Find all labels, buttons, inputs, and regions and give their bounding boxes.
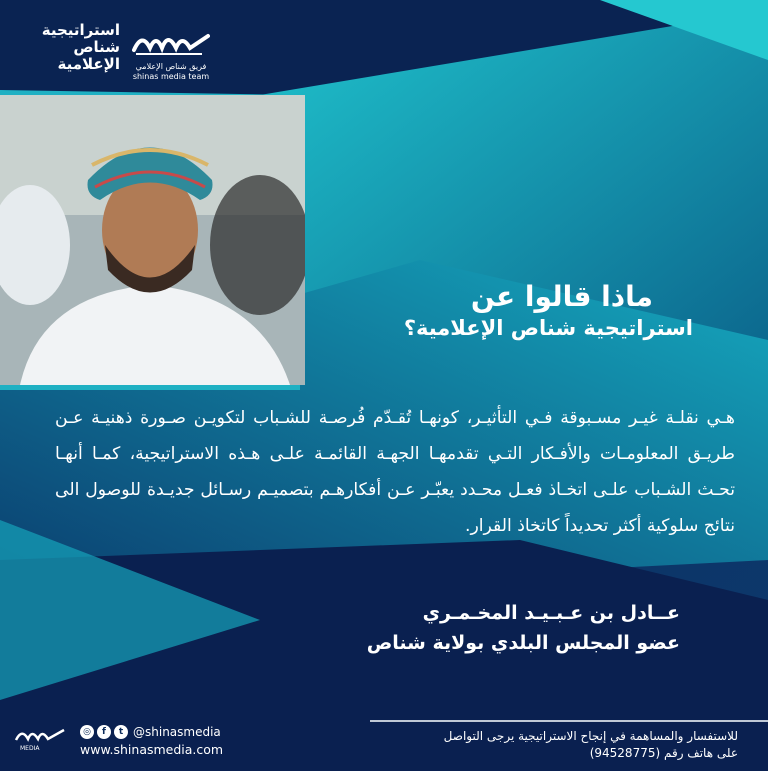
portrait-photo [0, 95, 305, 385]
brand-logo [40, 22, 210, 92]
facebook-icon[interactable]: f [97, 725, 111, 739]
footer-logo-word: MEDIA [20, 745, 40, 752]
quote-signature [320, 598, 680, 658]
logo-subtitle-en: shinas media team [132, 72, 210, 81]
logo-arabic-text: استراتيجية شناص الإعلامية [41, 21, 120, 73]
author-role: عضو المجلس البلدي بولاية شناص [366, 632, 680, 654]
instagram-icon[interactable]: ◎ [80, 725, 94, 739]
logo-subtitle-ar: فريق شناص الإعلامي [135, 62, 207, 71]
footer-contact [398, 728, 738, 762]
contact-line-2: على هاتف رقم (94528775) [589, 746, 738, 760]
social-links [80, 724, 221, 740]
quote-body: هـي نقلـة غيـر مسـبوقة فـي التأثيـر، كونهـا تُقـدّم فُرصـة للشـباب لتكويـن صـورة ذهنيـة عـن طريـق المعلومـات والأفـكار التـي تقدمهـا الجهـة القائمـة علـى هـذه الاستراتيجية، كمـا أنهـا تحـث الشـباب علـى اتخـاذ فعـل محـدد يعبّـر عـن أفكارهـم بتصميـم رسـائل جديـدة للوصول الى نتائج سلوكية أكثر تحديداً كاتخاذ القرار. [55, 408, 735, 536]
logo-subtitle [126, 62, 216, 82]
heading-line-1: ماذا قالوا عن [470, 280, 653, 313]
author-name: عــادل بن عـبـيـد المخـمـري [422, 602, 680, 624]
website-link[interactable]: www.shinasmedia.com [80, 742, 224, 757]
logo-calligraphy-icon [132, 28, 210, 58]
footer-logo-icon [14, 724, 66, 752]
social-handle[interactable]: @shinasmedia [133, 725, 221, 739]
footer-social [14, 722, 274, 762]
twitter-icon[interactable]: t [114, 725, 128, 739]
footer-divider [370, 720, 768, 722]
contact-line-1: للاستفسار والمساهمة في إنجاح الاستراتيجية يرجى التواصل [443, 729, 738, 743]
quote-heading [273, 280, 693, 342]
heading-line-2: استراتيجية شناص الإعلامية؟ [403, 316, 693, 340]
